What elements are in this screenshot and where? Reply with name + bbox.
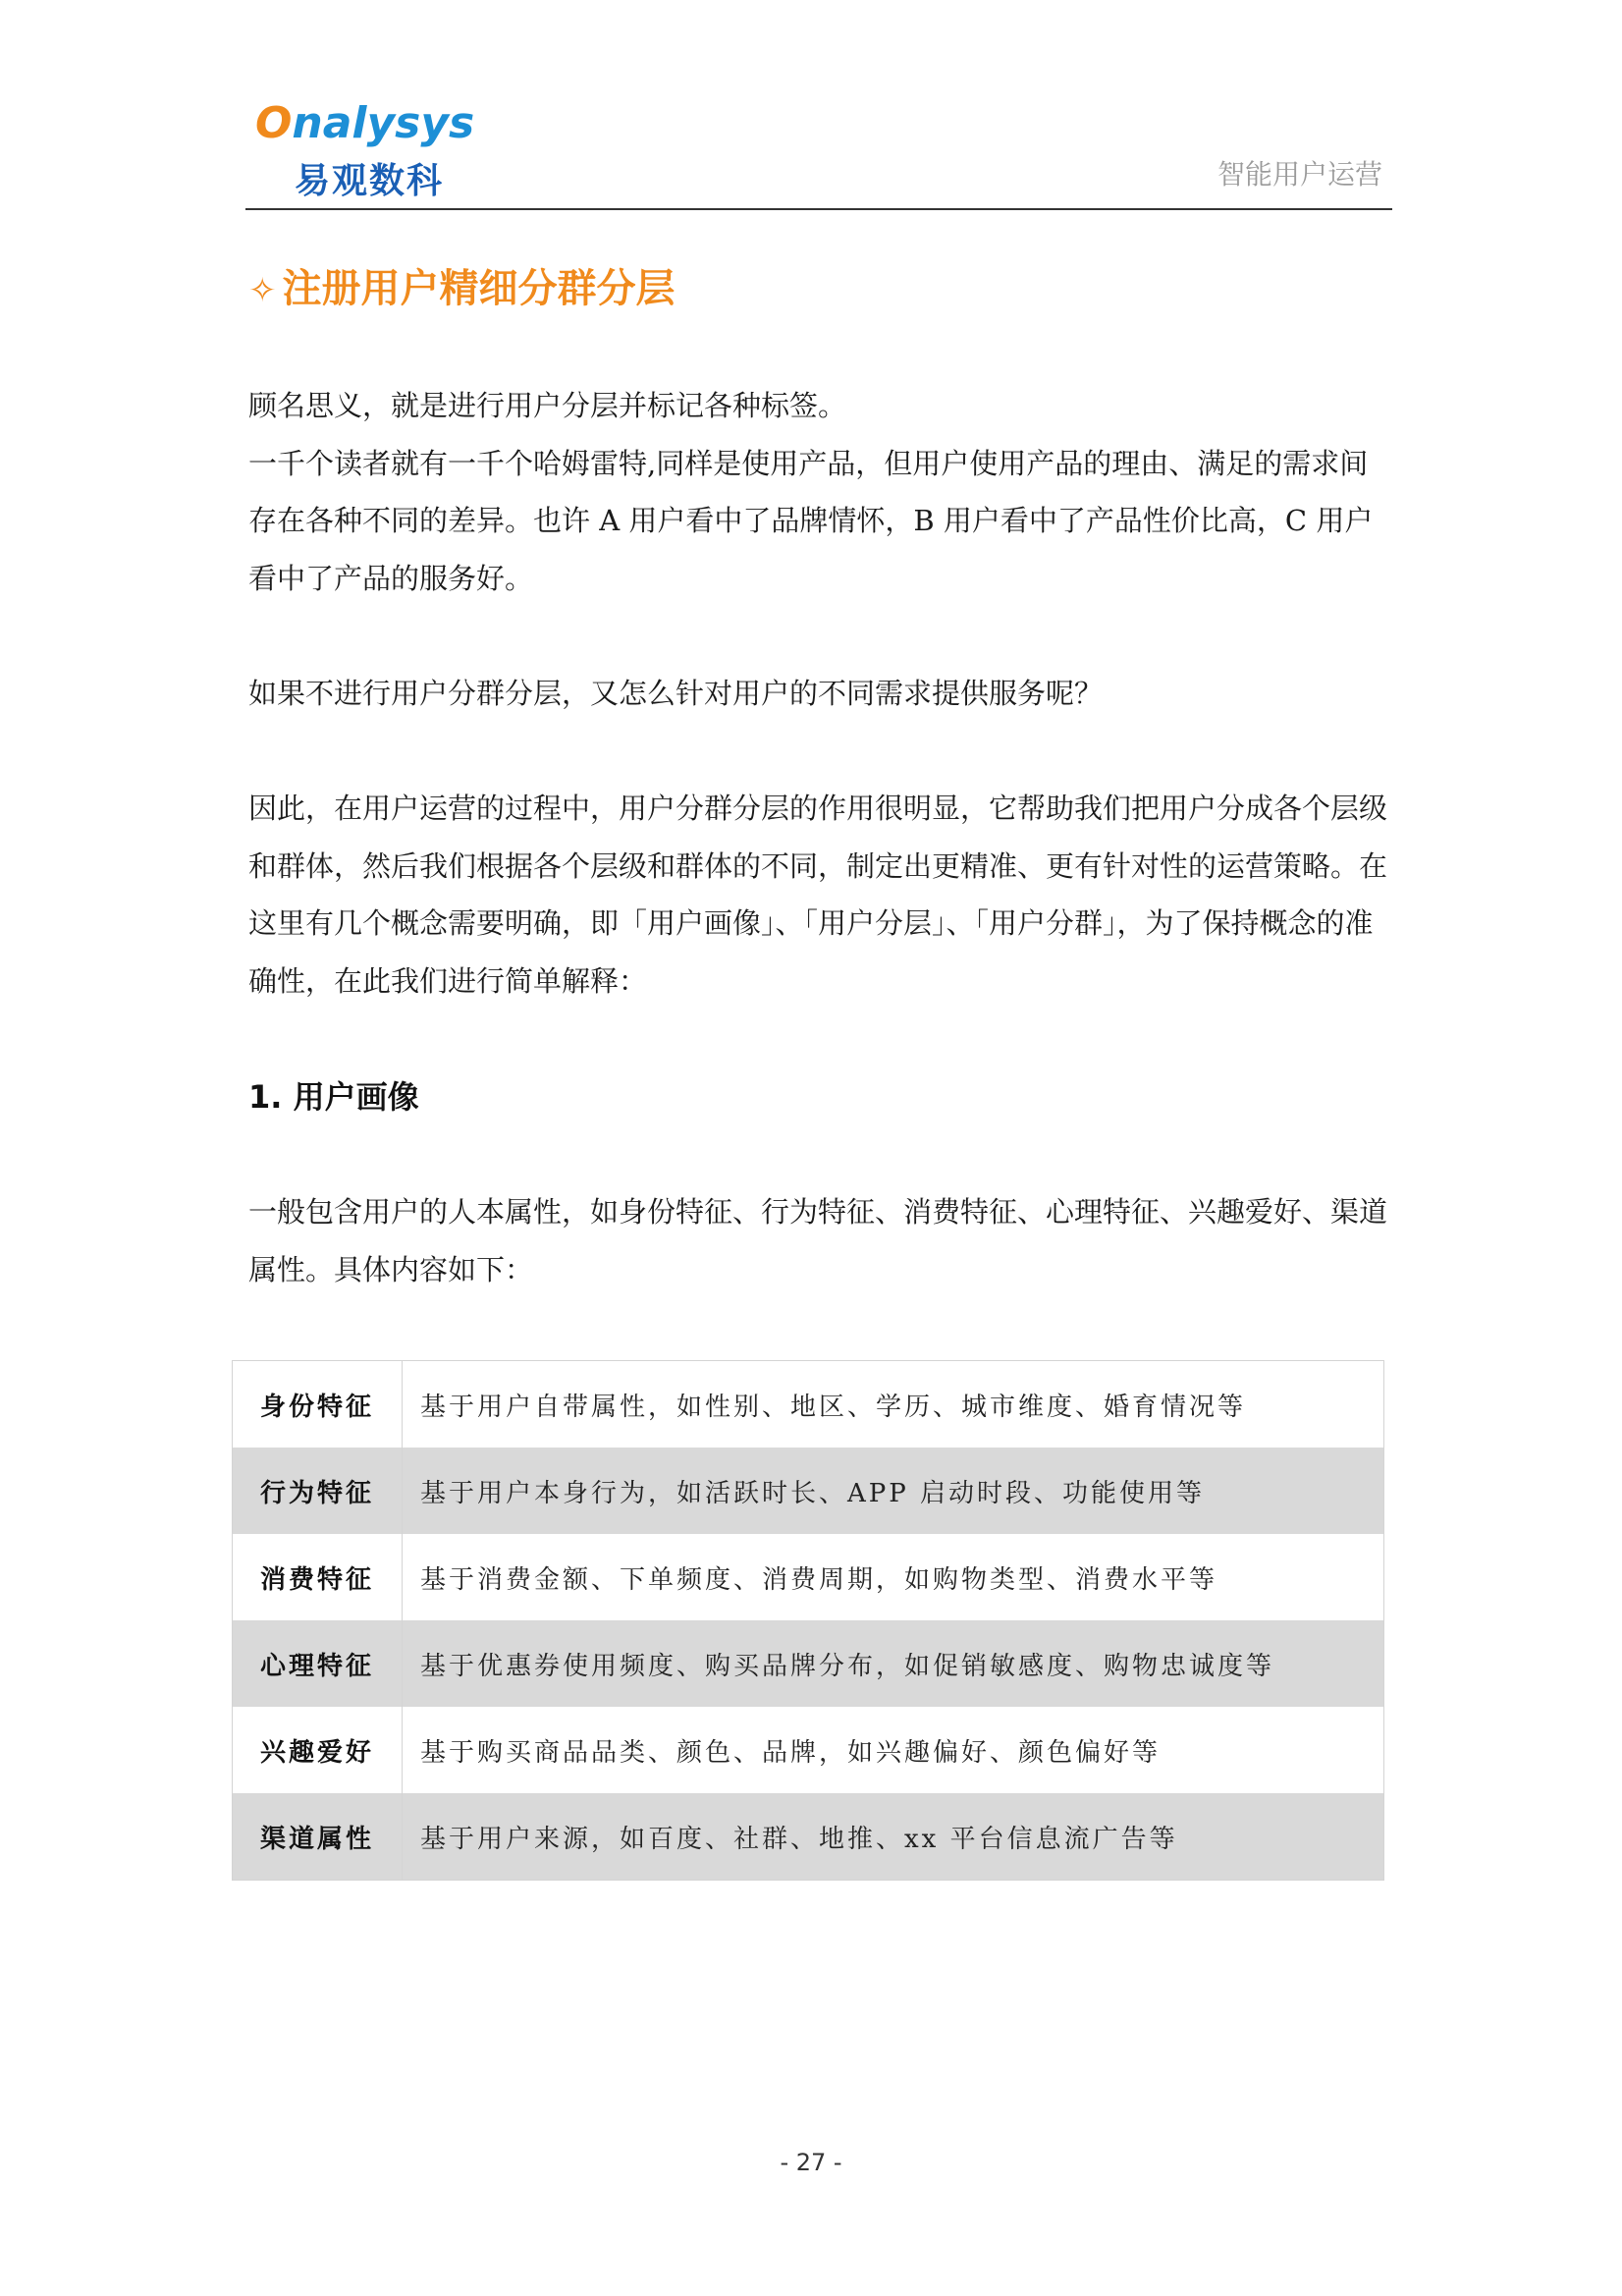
attribute-key: 兴趣爱好 — [233, 1707, 403, 1793]
table-row — [233, 1620, 1384, 1707]
table-row — [233, 1534, 1384, 1620]
intro-block — [248, 377, 1387, 607]
paragraph-1: 顾名思义，就是进行用户分层并标记各种标签。 — [248, 389, 847, 422]
logo-english — [255, 98, 474, 148]
attribute-value: 基于购买商品品类、颜色、品牌，如兴趣偏好、颜色偏好等 — [403, 1707, 1384, 1793]
attribute-key: 消费特征 — [233, 1534, 403, 1620]
paragraph-4: 因此，在用户运营的过程中，用户分群分层的作用很明显，它帮助我们把用户分成各个层级和群体，然后我们根据各个层级和群体的不同，制定出更精准、更有针对性的运营策略。在这里有几个概念需要明确，即「用户画像」、「用户分层」、「用户分群」，为了保持概念的准确性，在此我们进行简单解释： — [248, 792, 1388, 998]
section-title-text: 注册用户精细分群分层 — [282, 266, 676, 311]
attribute-value: 基于用户来源，如百度、社群、地推、xx 平台信息流广告等 — [403, 1793, 1384, 1881]
section-title — [248, 257, 676, 313]
explanation-block — [248, 780, 1387, 1010]
attribute-value: 基于消费金额、下单频度、消费周期，如购物类型、消费水平等 — [403, 1534, 1384, 1620]
paragraph-2: 一千个读者就有一千个哈姆雷特,同样是使用产品，但用户使用产品的理由、满足的需求间存在各种不同的差异。也许 A 用户看中了品牌情怀，B 用户看中了产品性价比高，C 用户看中了产品的服务好。 — [248, 446, 1374, 595]
table-row — [233, 1448, 1384, 1534]
attribute-key: 身份特征 — [233, 1361, 403, 1449]
attribute-key: 行为特征 — [233, 1448, 403, 1534]
user-attribute-table — [232, 1360, 1384, 1881]
attribute-value: 基于用户本身行为，如活跃时长、APP 启动时段、功能使用等 — [403, 1448, 1384, 1534]
page-header — [245, 98, 1392, 210]
portrait-intro-block — [248, 1183, 1387, 1298]
paragraph-5: 一般包含用户的人本属性，如身份特征、行为特征、消费特征、心理特征、兴趣爱好、渠道属性。具体内容如下： — [248, 1195, 1388, 1286]
table-row — [233, 1707, 1384, 1793]
attribute-key: 渠道属性 — [233, 1793, 403, 1881]
table-row — [233, 1361, 1384, 1449]
logo-swoosh-mark: O — [255, 98, 293, 148]
attribute-key: 心理特征 — [233, 1620, 403, 1707]
page-number: - 27 - — [780, 2149, 842, 2176]
logo-english-text: nalysys — [292, 98, 475, 148]
attribute-value: 基于用户自带属性，如性别、地区、学历、城市维度、婚育情况等 — [403, 1361, 1384, 1449]
attribute-value: 基于优惠券使用频度、购买品牌分布，如促销敏感度、购物忠诚度等 — [403, 1620, 1384, 1707]
logo-chinese: 易观数科 — [295, 161, 445, 201]
subheading-user-portrait: 1. 用户画像 — [248, 1078, 419, 1116]
header-section-label: 智能用户运营 — [1216, 158, 1382, 191]
question-block — [248, 665, 1387, 723]
diamond-star-icon: ✧ — [248, 271, 277, 310]
table-row — [233, 1793, 1384, 1881]
analysys-logo — [255, 98, 550, 206]
paragraph-3: 如果不进行用户分群分层，又怎么针对用户的不同需求提供服务呢？ — [248, 677, 1104, 710]
